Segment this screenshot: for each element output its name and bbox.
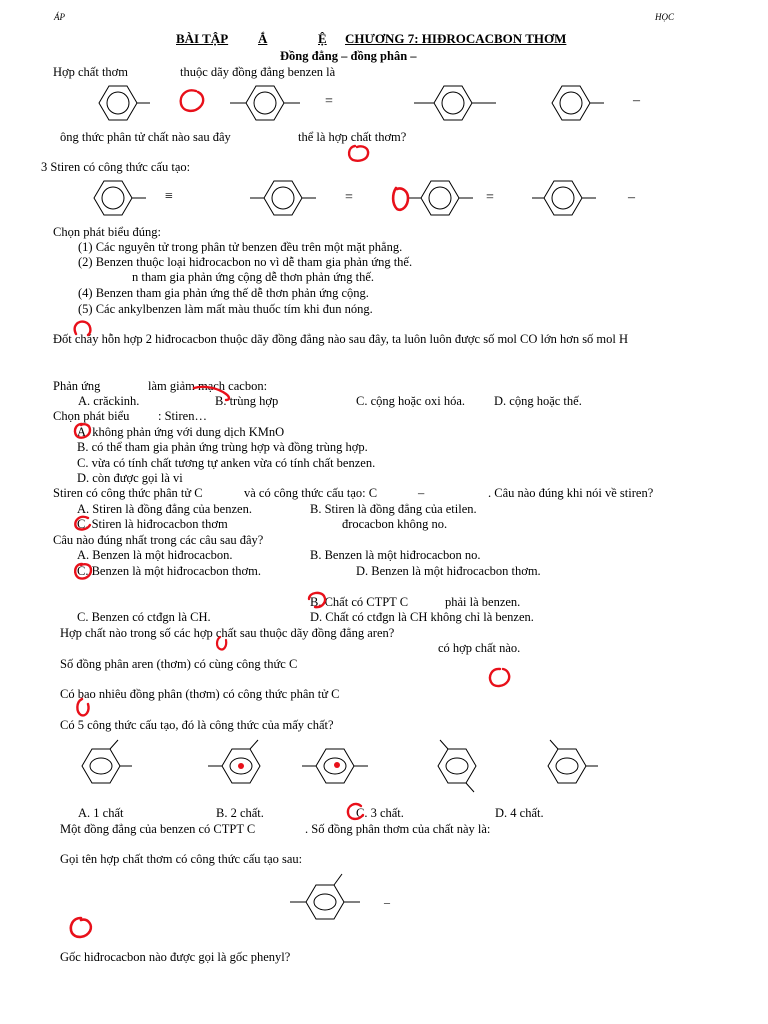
q6-option-b: B. trùng hợp	[215, 394, 279, 408]
q4-item: n tham gia phản ứng cộng dễ thơn phản ứng thế.	[132, 270, 374, 284]
structure-q13-2	[206, 740, 282, 792]
q6-option-c: C. cộng hoặc oxi hóa.	[356, 394, 466, 408]
q9-option: B. Benzen là một hiđrocacbon no.	[310, 548, 481, 562]
q9-option: D. Chất có ctđgn là CH không chỉ là benzen.	[310, 610, 534, 624]
q14-text-a: Một đồng đẳng của benzen có CTPT C	[60, 822, 256, 836]
red-annotation-mark	[388, 184, 414, 214]
q2-text-a: ông thức phân tử chất nào sau đây	[60, 130, 231, 144]
red-annotation-mark	[70, 560, 96, 582]
title-part-d: CHƯƠNG 7: HIĐROCACBON THƠM	[345, 31, 567, 46]
structure-q13-3	[300, 740, 376, 792]
dash-symbol: –	[633, 93, 640, 108]
q9-stem: Câu nào đúng nhất trong các câu sau đây?	[53, 533, 264, 547]
benzene-ring-q1-2	[228, 80, 308, 126]
q7-text-b: : Stiren…	[158, 409, 207, 423]
q9-option: D. Benzen là một hiđrocacbon thơm.	[356, 564, 541, 578]
benzene-ring-q3-2	[248, 175, 328, 221]
structure-q13-5	[540, 740, 610, 792]
q7-option: C. vừa có tính chất tương tự anken vừa có tính chất benzen.	[77, 456, 376, 470]
q8-option-a: A. Stiren là đồng đẳng của benzen.	[77, 502, 252, 516]
benzene-ring-q1-4	[540, 80, 610, 126]
double-bond-symbol-2: =	[345, 190, 353, 205]
header-left: ÁP	[54, 12, 65, 22]
title-part-b: Ắ	[258, 31, 268, 46]
q16-text: Gốc hiđrocacbon nào được gọi là gốc phenyl?	[60, 950, 291, 964]
double-bond-symbol-3: =	[486, 190, 494, 205]
q8-option-d: đrocacbon không no.	[342, 517, 448, 531]
q9-option: C. Benzen là một hiđrocacbon thơm.	[77, 564, 261, 578]
double-bond-symbol: =	[325, 94, 333, 109]
dash-symbol-3: –	[384, 895, 390, 909]
dash-symbol-2: –	[628, 190, 635, 205]
structure-q13-1	[76, 740, 140, 792]
q7-text-a: Chọn phát biểu	[53, 409, 130, 423]
q6-option-d: D. cộng hoặc thế.	[494, 394, 582, 408]
red-annotation-mark	[70, 513, 96, 533]
q8-text-c: –	[418, 486, 425, 500]
q13-option-b: B. 2 chất.	[216, 806, 264, 820]
q4-item: (1) Các nguyên tử trong phân tử benzen đều trên một mặt phẳng.	[78, 240, 403, 254]
benzene-ring-q1-3	[412, 80, 512, 126]
red-annotation-mark	[72, 696, 94, 720]
red-annotation-mark	[303, 589, 331, 613]
q6-option-a: A. crăckinh.	[78, 394, 140, 408]
red-annotation-mark	[176, 86, 210, 116]
q7-option: B. có thể tham gia phản ứng trùng hợp và đồng trùng hợp.	[77, 440, 368, 454]
q2-text-b: thể là hợp chất thơm?	[298, 130, 407, 144]
q1-text-b: thuộc dãy đồng đẳng benzen là	[180, 65, 336, 79]
q5-text: Đốt cháy hỗn hợp 2 hiđrocacbon thuộc dãy đồng đẳng nào sau đây, ta luôn luôn được số mol CO lớn hơn số mol H	[53, 332, 629, 346]
red-annotation-mark	[70, 318, 96, 340]
q12-text: Có bao nhiêu đồng phân (thơm) có công thức phân tử C	[60, 687, 340, 701]
triple-bond-symbol: ≡	[165, 189, 173, 204]
subtitle: Đồng đẳng – đồng phân –	[280, 49, 417, 63]
q13-option-c: C. 3 chất.	[356, 806, 404, 820]
red-annotation-mark	[345, 142, 373, 164]
red-annotation-mark	[66, 914, 96, 942]
structure-q15	[288, 868, 380, 928]
q8-text-d: . Câu nào đúng khi nói về stiren?	[488, 486, 654, 500]
q4-item: (4) Benzen tham gia phản ứng thế dễ thơn phản ứng cộng.	[78, 286, 369, 300]
q10-text-b: có hợp chất nào.	[438, 641, 521, 655]
q6-text-b: làm giảm mạch cacbon:	[148, 379, 268, 393]
q9-option: B. Chất có CTPT C	[310, 595, 409, 609]
red-annotation-mark	[212, 634, 232, 654]
red-annotation-mark	[343, 800, 369, 824]
q4-item: (2) Benzen thuộc loại hiđrocacbon no vì dễ tham gia phản ứng thế.	[78, 255, 413, 269]
benzene-ring-q1-1	[92, 80, 154, 126]
q3-text: 3 Stiren có công thức cấu tạo:	[41, 160, 191, 174]
q9-option: phải là benzen.	[445, 595, 521, 609]
red-annotation-mark	[190, 380, 236, 404]
q9-option: C. Benzen có ctđgn là CH.	[77, 610, 211, 624]
structure-q13-4	[430, 740, 500, 792]
q8-text-a: Stiren có công thức phân tử C	[53, 486, 203, 500]
q4-item: (5) Các ankylbenzen làm mất màu thuốc tím khi đun nóng.	[78, 302, 373, 316]
title-part-a: BÀI TẬP	[176, 31, 229, 46]
red-annotation-mark	[484, 664, 514, 692]
q8-option-c: C. Stiren là hiđrocacbon thơm	[77, 517, 228, 531]
benzene-ring-q3-1	[88, 175, 158, 221]
q10-text-a: Hợp chất nào trong số các hợp chất sau thuộc dãy đồng đẳng aren?	[60, 626, 395, 640]
q4-stem: Chọn phát biểu đúng:	[53, 225, 161, 239]
q13-stem: Có 5 công thức cấu tạo, đó là công thức của mấy chất?	[60, 718, 334, 732]
q13-option-a: A. 1 chất	[78, 806, 124, 820]
q7-option: D. còn được gọi là vi	[77, 471, 183, 485]
q11-text: Số đồng phân aren (thơm) có cùng công thức C	[60, 657, 298, 671]
q9-option: A. Benzen là một hiđrocacbon.	[77, 548, 233, 562]
q15-text: Gọi tên hợp chất thơm có công thức cấu tạo sau:	[60, 852, 303, 866]
title-part-c: Ệ	[318, 31, 327, 46]
q1-text-a: Hợp chất thơm	[53, 65, 129, 79]
q7-option: A. không phản ứng với dung dịch KMnO	[77, 425, 285, 439]
q6-text-a: Phản ứng	[53, 379, 101, 393]
q8-text-b: và có công thức cấu tạo: C	[244, 486, 378, 500]
benzene-ring-q3-3	[405, 175, 485, 221]
benzene-ring-q3-4	[530, 175, 610, 221]
header-right: HỌC	[655, 12, 675, 22]
red-annotation-mark	[70, 420, 94, 442]
q13-option-d: D. 4 chất.	[495, 806, 544, 820]
q8-option-b: B. Stiren là đồng đẳng của etilen.	[310, 502, 477, 516]
q14-text-b: . Số đồng phân thơm của chất này là:	[305, 822, 491, 836]
